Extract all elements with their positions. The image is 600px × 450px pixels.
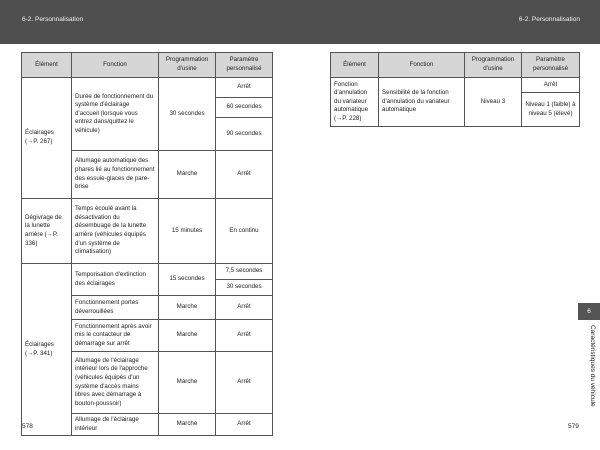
function-cell: Allumage automatique des phares lié au fonctionnement des essuie-glaces de pare-brise bbox=[72, 151, 159, 199]
header-title-right: 6-2. Personnalisation bbox=[518, 16, 580, 23]
function-cell: Sensibilité de la fonction d'annulation du variateur automatique bbox=[379, 78, 465, 127]
function-cell: Temporisation d'extinction des éclairages bbox=[72, 264, 159, 296]
table-header-row bbox=[22, 53, 273, 78]
custom-cell: Arrêt bbox=[216, 296, 273, 320]
custom-cell: 30 secondes bbox=[216, 280, 273, 296]
function-cell: Fonctionnement après avoir mis le contacteur de démarrage sur arrêt bbox=[72, 320, 159, 352]
function-cell: Fonctionnement portes déverrouillées bbox=[72, 296, 159, 320]
function-cell: Durée de fonctionnement du système d'éclairage d'accueil (lorsque vous entrez dans/quittez le véhicule) bbox=[72, 78, 159, 151]
table-row bbox=[22, 78, 273, 98]
factory-cell: Niveau 3 bbox=[465, 78, 522, 127]
factory-cell: 15 minutes bbox=[159, 199, 216, 264]
chapter-label: Caractéristiques du véhicule bbox=[589, 325, 596, 407]
page-header bbox=[0, 0, 600, 44]
element-cell: Éclairages (→P. 267) bbox=[22, 78, 72, 199]
header-custom: Paramètre personnalisé bbox=[522, 53, 580, 78]
header-element: Élément bbox=[331, 53, 379, 78]
header-function: Fonction bbox=[379, 53, 465, 78]
custom-cell: 7,5 secondes bbox=[216, 264, 273, 280]
custom-cell: 60 secondes bbox=[216, 98, 273, 118]
table-header-row bbox=[331, 53, 580, 78]
factory-cell: Marche bbox=[159, 414, 216, 436]
header-title-left: 6-2. Personnalisation bbox=[22, 16, 84, 23]
factory-cell: Marche bbox=[159, 296, 216, 320]
header-custom: Paramètre personnalisé bbox=[216, 53, 273, 78]
custom-cell: Arrêt bbox=[216, 320, 273, 352]
header-element: Élément bbox=[22, 53, 72, 78]
function-cell: Temps écoulé avant la désactivation du désembuage de la lunette arrière (véhicules équipés d'un système de climatisation) bbox=[72, 199, 159, 264]
table-row bbox=[331, 78, 580, 93]
element-cell: Éclairages (→P. 341) bbox=[22, 264, 72, 436]
page-number-right: 579 bbox=[568, 423, 579, 430]
factory-cell: Marche bbox=[159, 352, 216, 414]
custom-cell: Arrêt bbox=[216, 151, 273, 199]
right-settings-table bbox=[330, 52, 580, 127]
factory-cell: 30 secondes bbox=[159, 78, 216, 151]
element-cell: Dégivrage de la lunette arrière (→P. 336) bbox=[22, 199, 72, 264]
table-row bbox=[22, 264, 273, 280]
header-function: Fonction bbox=[72, 53, 159, 78]
custom-cell: Arrêt bbox=[216, 414, 273, 436]
custom-cell: 90 secondes bbox=[216, 118, 273, 151]
left-settings-table bbox=[21, 52, 273, 436]
header-factory: Programmation d'usine bbox=[159, 53, 216, 78]
custom-cell: Arrêt bbox=[216, 78, 273, 98]
page-number-left: 578 bbox=[22, 423, 33, 430]
header-factory: Programmation d'usine bbox=[465, 53, 522, 78]
chapter-tab bbox=[578, 303, 600, 320]
factory-cell: Marche bbox=[159, 320, 216, 352]
function-cell: Allumage de l'éclairage intérieur bbox=[72, 414, 159, 436]
factory-cell: Marche bbox=[159, 151, 216, 199]
table-row bbox=[22, 199, 273, 264]
element-cell: Fonction d'annulation du variateur automatique (→P. 228) bbox=[331, 78, 379, 127]
custom-cell: Arrêt bbox=[216, 352, 273, 414]
custom-cell: En continu bbox=[216, 199, 273, 264]
chapter-number: 6 bbox=[587, 308, 591, 315]
factory-cell: 15 secondes bbox=[159, 264, 216, 296]
function-cell: Allumage de l'éclairage intérieur lors de l'approche (véhicules équipés d'un système d'accès mains libres avec démarrage à bouton-poussoir) bbox=[72, 352, 159, 414]
custom-cell: Arrêt bbox=[522, 78, 580, 93]
custom-cell: Niveau 1 (faible) à niveau 5 (élevé) bbox=[522, 93, 580, 127]
